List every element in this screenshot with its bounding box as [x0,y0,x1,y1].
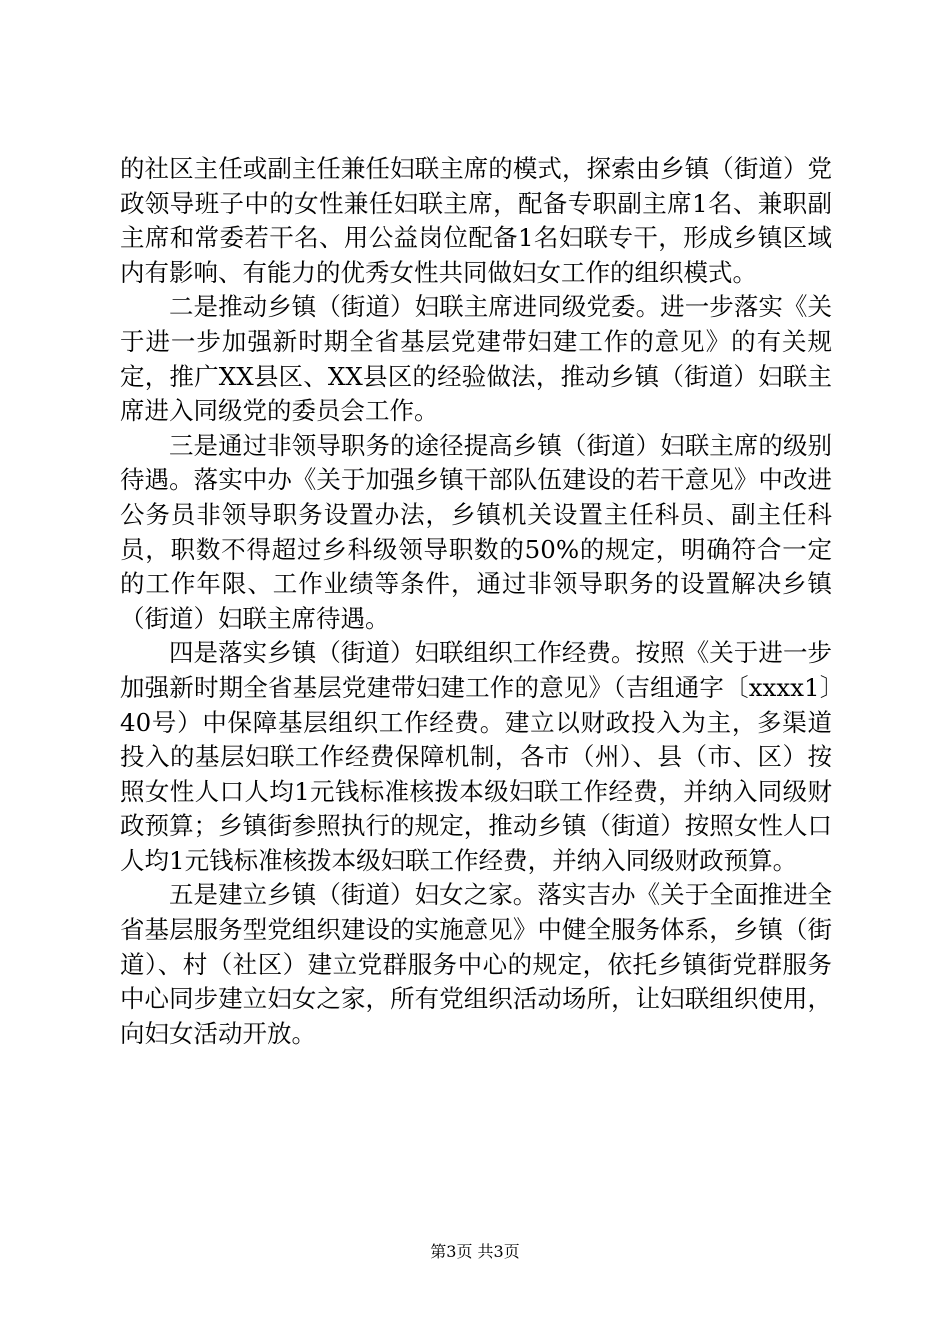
paragraph-item-4: 四是落实乡镇（街道）妇联组织工作经费。按照《关于进一步加强新时期全省基层党建带妇建工作的意见》（吉组通字〔xxxx1〕40号）中保障基层组织工作经费。建立以财政投入为主，多渠道投入的基层妇联工作经费保障机制，各市（州）、县（市、区）按照女性人口人均1元钱标准核拨本级妇联工作经费，并纳入同级财政预算；乡镇街参照执行的规定，推动乡镇（街道）按照女性人口人均1元钱标准核拨本级妇联工作经费，并纳入同级财政预算。 [120,638,832,875]
page-footer: 第3页 共3页 [430,1242,520,1261]
document-body [120,152,832,1051]
paragraph-item-5: 五是建立乡镇（街道）妇女之家。落实吉办《关于全面推进全省基层服务型党组织建设的实施意见》中健全服务体系，乡镇（街道）、村（社区）建立党群服务中心的规定，依托乡镇街党群服务中心同步建立妇女之家，所有党组织活动场所，让妇联组织使用，向妇女活动开放。 [120,880,832,1048]
paragraph-continuation: 的社区主任或副主任兼任妇联主席的模式，探索由乡镇（街道）党政领导班子中的女性兼任妇联主席，配备专职副主席1名、兼职副主席和常委若干名、用公益岗位配备1名妇联专干，形成乡镇区域内有影响、有能力的优秀女性共同做妇女工作的组织模式。 [120,154,832,287]
paragraph-item-2: 二是推动乡镇（街道）妇联主席进同级党委。进一步落实《关于进一步加强新时期全省基层党建带妇建工作的意见》的有关规定，推广XX县区、XX县区的经验做法，推动乡镇（街道）妇联主席进入同级党的委员会工作。 [120,292,832,426]
paragraph-item-3: 三是通过非领导职务的途径提高乡镇（街道）妇联主席的级别待遇。落实中办《关于加强乡镇干部队伍建设的若干意见》中改进公务员非领导职务设置办法，乡镇机关设置主任科员、副主任科员，职数不得超过乡科级领导职数的50%的规定，明确符合一定的工作年限、工作业绩等条件，通过非领导职务的设置解决乡镇（街道）妇联主席待遇。 [120,430,832,633]
